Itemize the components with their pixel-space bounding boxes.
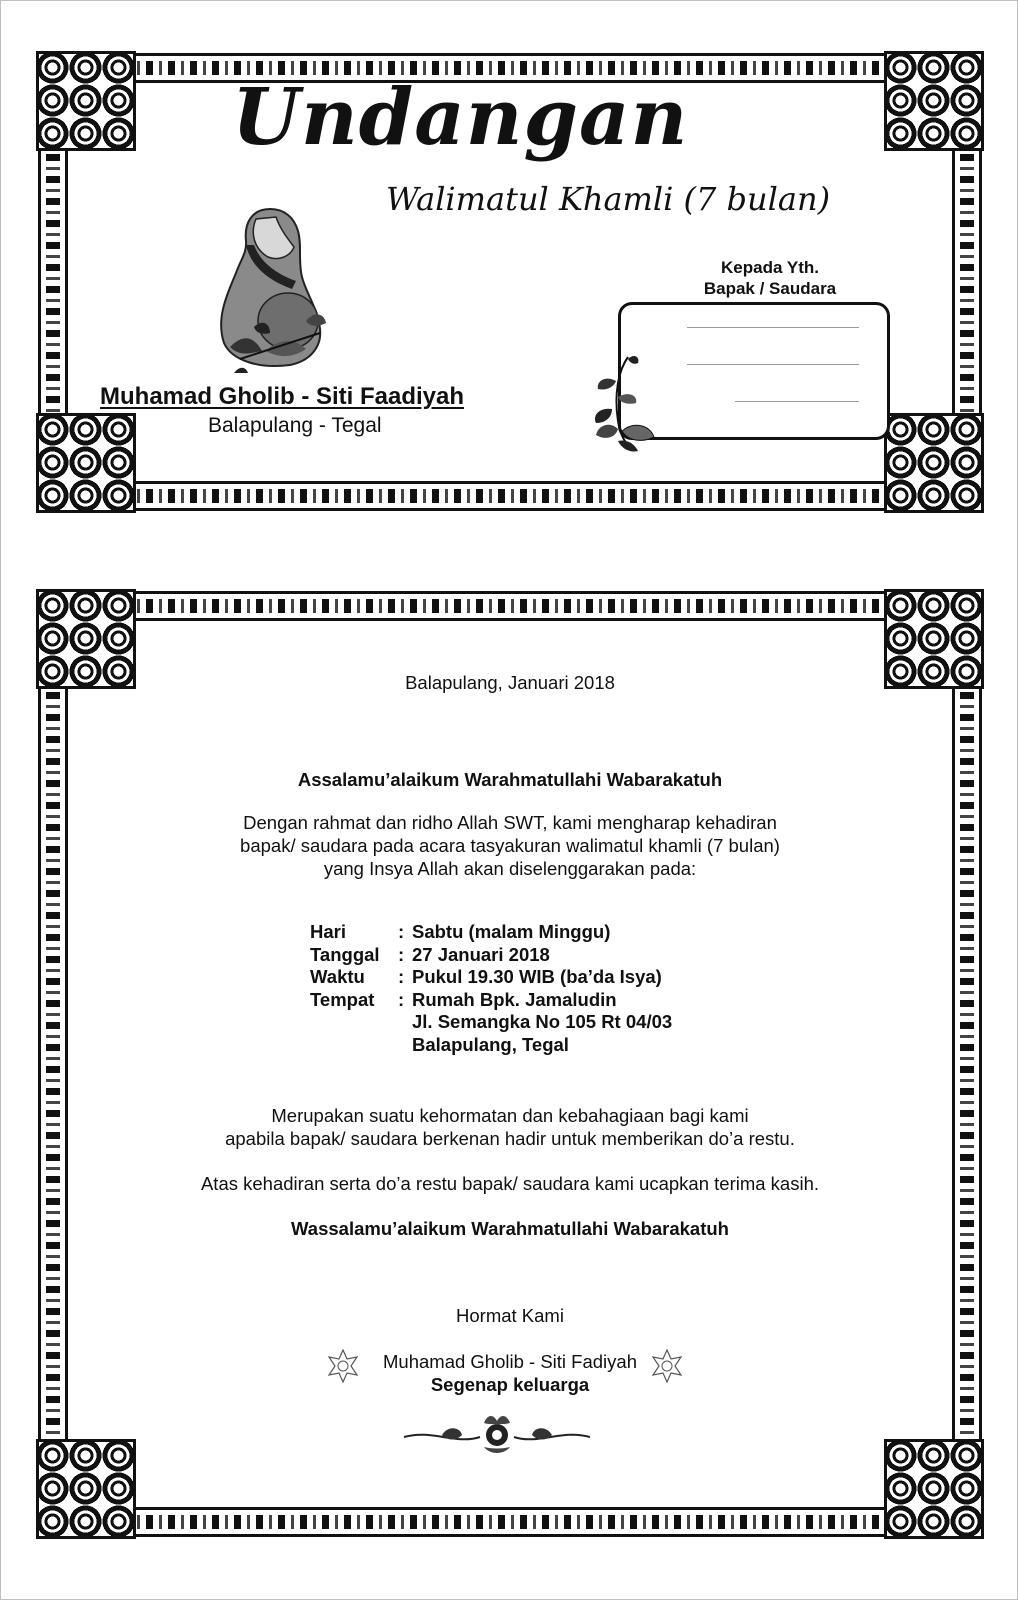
event-details (310, 921, 672, 1056)
star-ornament-right (650, 1349, 684, 1383)
detail-value: Jl. Semangka No 105 Rt 04/03 (412, 1011, 673, 1032)
detail-value: Rumah Bpk. Jamaludin (412, 988, 617, 1010)
detail-colon: : (398, 966, 405, 987)
detail-row-day (310, 921, 672, 944)
signature-names: Muhamad Gholib - Siti Fadiyah (383, 1351, 637, 1372)
detail-row-date (310, 944, 672, 967)
detail-colon: : (398, 943, 405, 965)
flower-ornament (588, 351, 660, 455)
regards: Hormat Kami (456, 1305, 564, 1326)
detail-label: Waktu (310, 966, 365, 987)
corner-ornament (884, 51, 984, 151)
recipient-heading (660, 257, 880, 299)
bottom-flourish-ornament (402, 1411, 592, 1457)
border-bottom (36, 1505, 984, 1539)
corner-ornament (884, 413, 984, 513)
invitation-cover-card (36, 51, 984, 513)
detail-value: Sabtu (malam Minggu) (412, 921, 611, 942)
invitation-title: Undangan (232, 72, 689, 163)
thanks-line: Atas kehadiran serta do’a restu bapak/ saudara kami ucapkan terima kasih. (200, 1173, 820, 1194)
recipient-line-2: Bapak / Saudara (703, 279, 837, 298)
star-ornament-left (326, 1349, 360, 1383)
couple-location: Balapulang - Tegal (208, 414, 382, 437)
letter-date: Balapulang, Januari 2018 (405, 672, 615, 693)
detail-row-place (310, 989, 672, 1012)
couple-names: Muhamad Gholib - Siti Faadiyah (100, 383, 465, 410)
border-bottom (36, 479, 984, 513)
detail-row-address (310, 1011, 672, 1034)
intro-line-2: bapak/ saudara pada acara tasyakuran walimatul khamli (7 bulan) (240, 835, 780, 856)
corner-ornament (884, 1439, 984, 1539)
address-line (735, 401, 859, 402)
pregnant-woman-illustration (210, 201, 340, 376)
closing-line-1: Merupakan suatu kehormatan dan kebahagiaan bagi kami (271, 1105, 749, 1126)
address-line (687, 327, 859, 328)
detail-colon: : (398, 988, 405, 1010)
detail-label: Tempat (310, 988, 375, 1010)
closing-line-2: apabila bapak/ saudara berkenan hadir untuk memberikan do’a restu. (225, 1128, 795, 1149)
detail-row-time (310, 966, 672, 989)
border-right (950, 589, 984, 1539)
detail-label: Hari (310, 921, 346, 942)
detail-row-city (310, 1034, 672, 1057)
detail-value: Balapulang, Tegal (412, 1033, 569, 1055)
detail-label: Tanggal (310, 943, 380, 965)
border-left (36, 589, 70, 1539)
detail-value: 27 Januari 2018 (412, 943, 550, 965)
border-top (36, 589, 984, 623)
invitation-letter-card (36, 589, 984, 1539)
intro-line-1: Dengan rahmat dan ridho Allah SWT, kami mengharap kehadiran (243, 812, 777, 833)
opening-greeting: Assalamu’alaikum Warahmatullahi Wabarakatuh (297, 769, 723, 790)
corner-ornament (36, 413, 136, 513)
corner-ornament (36, 51, 136, 151)
event-subtitle: Walimatul Khamli (7 bulan) (386, 180, 831, 218)
recipient-line-1: Kepada Yth. (721, 258, 819, 277)
detail-colon: : (398, 921, 405, 942)
intro-line-3: yang Insya Allah akan diselenggarakan pada: (323, 858, 697, 879)
signature-family: Segenap keluarga (430, 1374, 590, 1395)
detail-value: Pukul 19.30 WIB (ba’da Isya) (412, 966, 662, 987)
closing-greeting: Wassalamu’alaikum Warahmatullahi Wabarakatuh (291, 1218, 729, 1239)
address-line (687, 364, 859, 365)
corner-ornament (36, 1439, 136, 1539)
